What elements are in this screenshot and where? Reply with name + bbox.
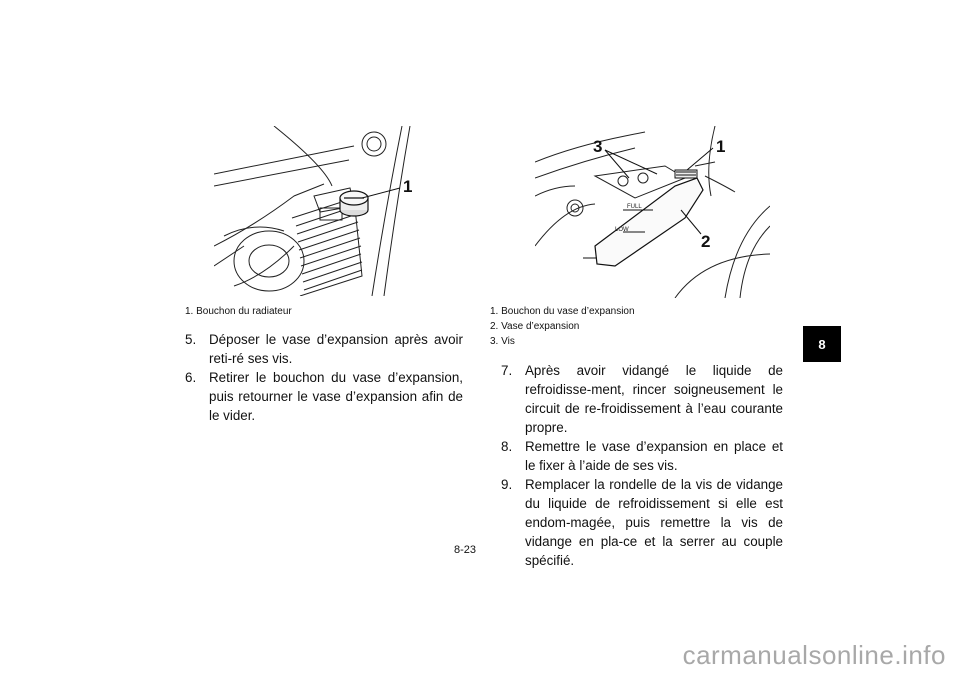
expansion-tank-illustration bbox=[535, 126, 770, 298]
step-number: 8. bbox=[501, 439, 513, 454]
watermark: carmanualsonline.info bbox=[682, 640, 946, 670]
radiator-cap-illustration bbox=[214, 126, 430, 296]
left-figure-caption bbox=[185, 304, 292, 319]
page-number: 8-23 bbox=[454, 544, 477, 556]
full-mark: FULL bbox=[627, 204, 642, 210]
right-step-list bbox=[501, 361, 783, 570]
step-text: Remplacer la rondelle de la vis de vidange du liquide de refroidissement si elle est endom-magée, puis remettre la vis de vidange en pla-ce et la serrer au couple spécifié. bbox=[525, 477, 783, 568]
step-text: Remettre le vase d’expansion en place et le fixer à l’aide de ses vis. bbox=[525, 439, 783, 473]
expansion-tank-drawing bbox=[535, 126, 770, 298]
right-figure-caption bbox=[490, 304, 635, 349]
step-text: Après avoir vidangé le liquide de refroidisse-ment, rincer soigneusement le circuit de re-froidissement à l’eau courante propre. bbox=[525, 363, 783, 435]
caption-line: 1. Bouchon du vase d’expansion bbox=[490, 306, 635, 317]
step-number: 5. bbox=[185, 332, 197, 347]
callout-3: 3 bbox=[593, 137, 603, 156]
callout-2: 2 bbox=[701, 232, 711, 251]
step-text: Déposer le vase d’expansion après avoir reti-ré ses vis. bbox=[209, 332, 463, 366]
radiator-cap-drawing bbox=[214, 126, 430, 296]
left-step-list bbox=[185, 330, 463, 425]
step-number: 9. bbox=[501, 477, 513, 492]
chapter-tab: 8 bbox=[803, 326, 841, 362]
step-item bbox=[185, 368, 463, 425]
caption-line: 1. Bouchon du radiateur bbox=[185, 306, 292, 317]
step-item bbox=[501, 437, 783, 475]
caption-line: 2. Vase d’expansion bbox=[490, 321, 580, 332]
low-mark: LOW bbox=[615, 227, 629, 233]
step-item bbox=[185, 330, 463, 368]
caption-line: 3. Vis bbox=[490, 336, 515, 347]
callout-1: 1 bbox=[403, 177, 413, 196]
step-item bbox=[501, 361, 783, 437]
step-item bbox=[501, 475, 783, 570]
step-number: 6. bbox=[185, 370, 197, 385]
step-text: Retirer le bouchon du vase d’expansion, puis retourner le vase d’expansion afin de le vider. bbox=[209, 370, 463, 423]
step-number: 7. bbox=[501, 363, 513, 378]
callout-1: 1 bbox=[716, 137, 726, 156]
